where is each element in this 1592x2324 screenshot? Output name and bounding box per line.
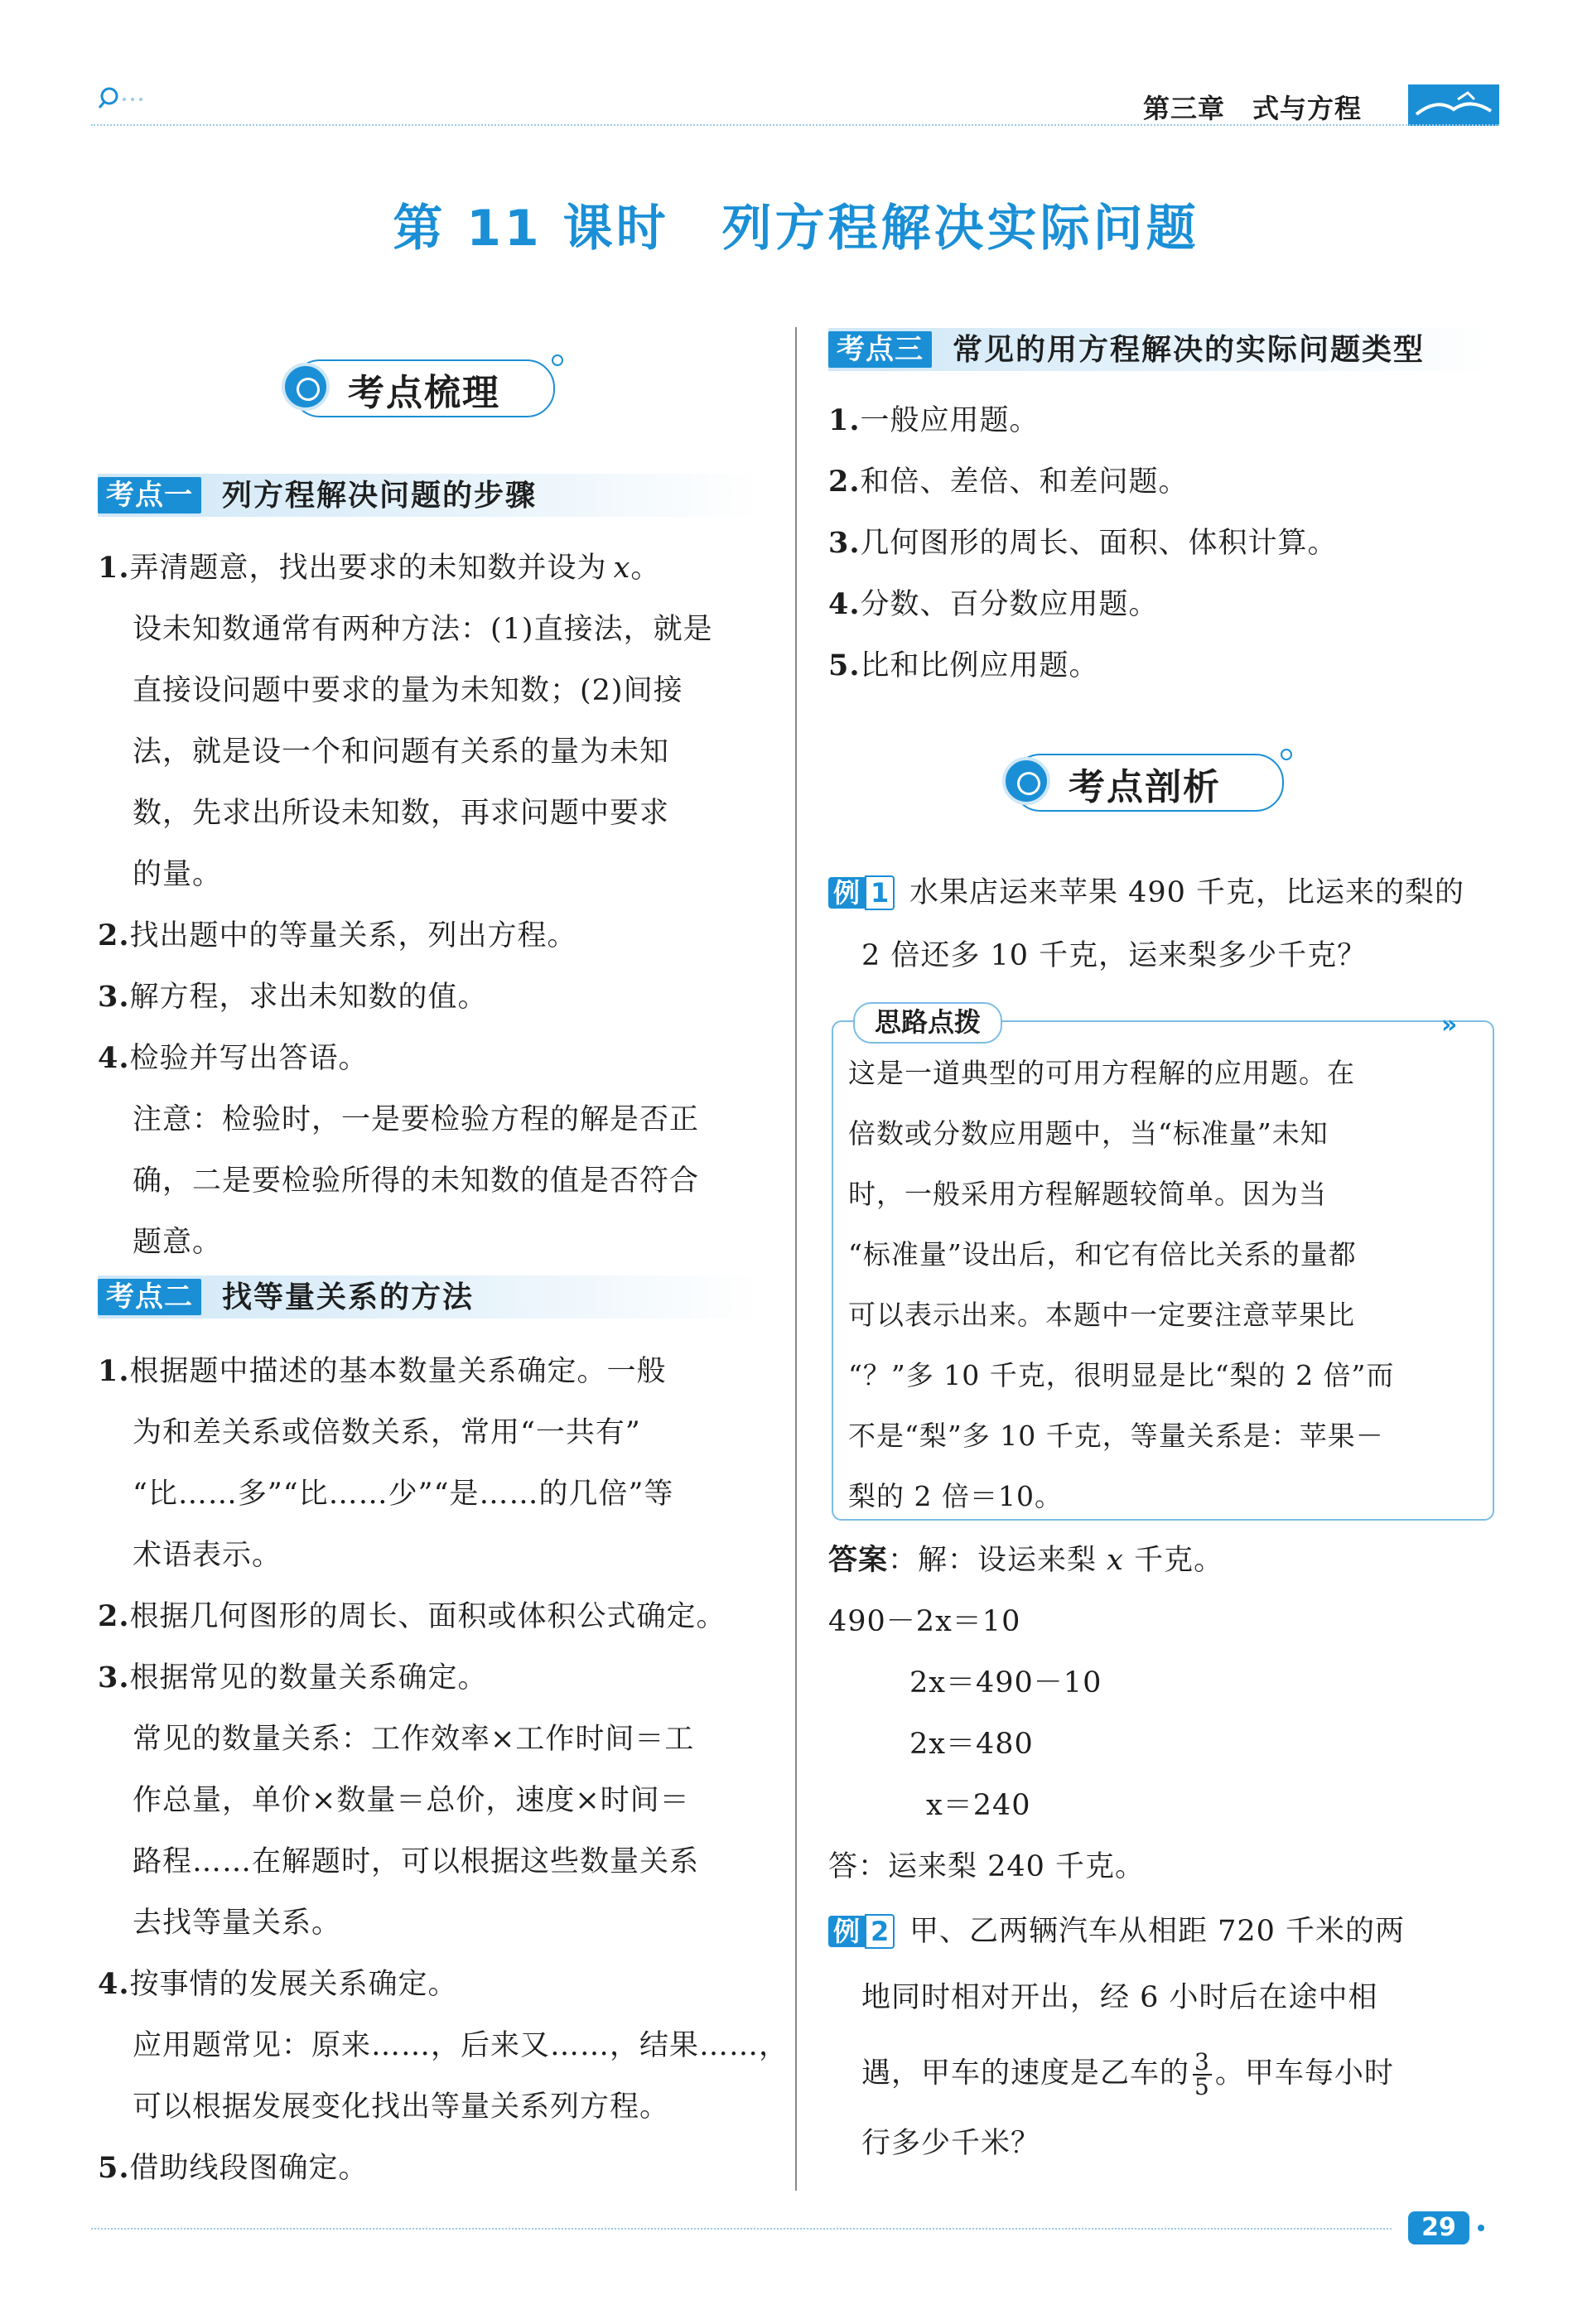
- think-box-line-1: 这是一道典型的可用方程解的应用题。在: [848, 1057, 1355, 1089]
- badge-circle-icon: [1002, 757, 1050, 805]
- kaodian-3-item-number: 1.: [828, 403, 861, 437]
- kaodian-2-item-text: 作总量，单价×数量＝总价，速度×时间＝: [133, 1784, 690, 1817]
- answer-step-3: 2x＝480: [909, 1728, 1034, 1761]
- kaodian-2-line-13: [133, 2089, 669, 2125]
- think-box-line-4: “标准量”设出后，和它有倍比关系的量都: [848, 1238, 1357, 1270]
- footer-dot: [1478, 2225, 1484, 2231]
- kaodian-1-item-text: 直接设问题中要求的量为未知数；(2)间接: [133, 674, 683, 707]
- kaodian-2-line-5: [98, 1598, 726, 1635]
- kaodian-1-item-text: 解方程，求出未知数的值。: [129, 981, 488, 1014]
- think-box-line-3: 时，一般采用方程解题较简单。因为当: [848, 1178, 1327, 1210]
- kaodian-2-line-11: [98, 1966, 458, 2003]
- kaodian-1-line-8: [98, 979, 488, 1015]
- kaodian-2-header: [98, 1275, 760, 1319]
- kaodian-2-line-10: [133, 1905, 341, 1941]
- chapter-label: 第三章 式与方程: [1143, 93, 1363, 124]
- kaodian-3-item-number: 3.: [828, 526, 861, 560]
- kaodian-3-header: [828, 328, 1491, 371]
- kaodian-1-header: [98, 474, 760, 517]
- example-2-badge: 例 2: [828, 1915, 895, 1948]
- kaodian-1-line-6: [133, 856, 222, 893]
- kaodian-1-line-11: [133, 1163, 699, 1199]
- section-badge-kaodian-shuli: 考点梳理: [282, 354, 563, 421]
- example-1: [828, 876, 895, 909]
- kaodian-1-item-text: 弄清题意，找出要求的未知数并设为: [129, 552, 607, 585]
- kaodian-2-line-8: [133, 1782, 690, 1819]
- kaodian-2-item-number: 4.: [98, 1967, 130, 2001]
- header-divider: [91, 124, 1499, 126]
- answer-step-4: x＝240: [926, 1789, 1031, 1822]
- kaodian-2-item-text: 按事情的发展关系确定。: [129, 1968, 458, 2001]
- kaodian-1-item-number: 1.: [98, 551, 130, 585]
- kaodian-2-item-text: 根据常见的数量关系确定。: [129, 1661, 488, 1695]
- example-1-line-1: 水果店运来苹果 490 千克，比运来的梨的: [909, 876, 1465, 909]
- kaodian-2-item-text: 术语表示。: [133, 1539, 282, 1572]
- chapter-logo-icon: [1408, 81, 1499, 129]
- kaodian-2-line-6: [98, 1660, 488, 1696]
- kaodian-1-line-4: [133, 734, 669, 770]
- kaodian-2-item-number: 3.: [98, 1661, 130, 1695]
- footer-divider: [91, 2228, 1392, 2230]
- kaodian-3-line-2: [828, 464, 1189, 500]
- badge-circle-icon: [282, 363, 330, 411]
- kaodian-3-line-3: [828, 525, 1338, 562]
- example-2: [828, 1915, 895, 1948]
- kaodian-2-line-12: [133, 2027, 789, 2064]
- kaodian-1-item-text: 确，二是要检验所得的未知数的值是否符合: [133, 1164, 700, 1198]
- kaodian-2-item-text: 根据几何图形的周长、面积或体积公式确定。: [129, 1600, 726, 1633]
- kaodian-2-item-number: 5.: [98, 2151, 130, 2185]
- kaodian-1-line-3: [133, 673, 683, 709]
- kaodian-2-line-9: [133, 1844, 699, 1880]
- kaodian-1-item-number: 4.: [98, 1041, 130, 1075]
- answer-intro: 答案：解：设运来梨 x 千克。: [828, 1543, 1224, 1577]
- example-2-line-3: 遇，甲车的速度是乙车的 $\frac{3}{5}$ 。甲车每小时: [861, 2048, 1394, 2100]
- kaodian-1-item-text: 找出题中的等量关系，列出方程。: [129, 919, 577, 952]
- fraction-three-fifths: $\frac{3}{5}$: [1194, 2048, 1210, 2100]
- answer-step-2: 2x＝490－10: [909, 1666, 1102, 1700]
- example-2-line-4: 行多少千米？: [861, 2127, 1041, 2160]
- kaodian-2-line-14: [98, 2150, 369, 2187]
- kaodian-2-item-text: 借助线段图确定。: [129, 2152, 369, 2185]
- think-box-line-5: 可以表示出来。本题中一定要注意苹果比: [848, 1299, 1355, 1331]
- kaodian-1-item-text: 设未知数通常有两种方法：(1)直接法，就是: [133, 613, 713, 646]
- think-box-line-7: 不是“梨”多 10 千克，等量关系是：苹果－: [848, 1420, 1384, 1452]
- kaodian-2-title: 找等量关系的方法: [222, 1280, 475, 1314]
- kaodian-1-variable: x: [613, 552, 631, 585]
- kaodian-1-line-1: 1.弄清题意，找出要求的未知数并设为 x。: [98, 551, 661, 585]
- kaodian-1-item-text: 检验并写出答语。: [129, 1042, 369, 1075]
- kaodian-1-line-5: [133, 795, 669, 832]
- example-1-line-2: 2 倍还多 10 千克，运来梨多少千克？: [861, 939, 1368, 972]
- column-divider: [795, 327, 797, 2191]
- kaodian-2-line-2: [133, 1415, 641, 1451]
- kaodian-2-item-text: 根据题中描述的基本数量关系确定。一般: [129, 1355, 667, 1388]
- page-title: 第 11 课时 列方程解决实际问题: [393, 200, 1199, 258]
- answer-label: 答案: [828, 1543, 889, 1577]
- section-badge-kaodian-pouxi: 考点剖析: [1002, 749, 1292, 815]
- think-box-line-2: 倍数或分数应用题中，当“标准量”未知: [848, 1117, 1329, 1150]
- double-chevron-right-icon: »: [1441, 1010, 1458, 1039]
- kaodian-1-tag: 考点一: [98, 477, 201, 513]
- magnifier-icon: [98, 83, 147, 116]
- kaodian-2-item-number: 2.: [98, 1599, 130, 1633]
- kaodian-2-line-1: [98, 1353, 667, 1390]
- example-1-badge: 例 1: [828, 876, 895, 909]
- kaodian-2-line-3: [133, 1476, 673, 1512]
- kaodian-1-item-text: 的量。: [133, 858, 223, 891]
- kaodian-2-item-text: 可以根据发展变化找出等量关系列方程。: [133, 2090, 670, 2124]
- kaodian-1-item-number: 2.: [98, 919, 130, 952]
- kaodian-1-line-9: [98, 1040, 369, 1077]
- kaodian-2-item-number: 1.: [98, 1354, 130, 1388]
- kaodian-3-item-text: 比和比例应用题。: [860, 649, 1099, 682]
- answer-variable: x: [1107, 1544, 1124, 1577]
- kaodian-3-item-text: 几何图形的周长、面积、体积计算。: [860, 527, 1338, 560]
- kaodian-1-item-text: 数，先求出所设未知数，再求问题中要求: [133, 797, 670, 830]
- kaodian-1-title: 列方程解决问题的步骤: [222, 479, 538, 513]
- think-box-tab: 思路点拨: [853, 1002, 1002, 1044]
- kaodian-3-item-text: 和倍、差倍、和差问题。: [860, 465, 1189, 499]
- kaodian-2-item-text: 应用题常见：原来……，后来又……，结果……，: [133, 2029, 789, 2062]
- kaodian-1-item-text: 注意：检验时，一是要检验方程的解是否正: [133, 1103, 700, 1136]
- kaodian-3-item-number: 2.: [828, 465, 861, 499]
- kaodian-3-line-4: [828, 586, 1159, 623]
- kaodian-1-line-2: [133, 611, 713, 648]
- kaodian-3-item-text: 一般应用题。: [860, 404, 1040, 437]
- kaodian-3-item-text: 分数、百分数应用题。: [860, 588, 1159, 621]
- kaodian-1-item-text: 题意。: [133, 1226, 223, 1259]
- answer-step-1: 490－2x＝10: [828, 1605, 1021, 1638]
- kaodian-2-line-7: [133, 1721, 694, 1757]
- kaodian-2-item-text: 去找等量关系。: [133, 1907, 342, 1940]
- example-2-line-2: 地同时相对开出，经 6 小时后在途中相: [861, 1981, 1378, 2014]
- kaodian-3-tag: 考点三: [828, 331, 932, 368]
- kaodian-3-line-1: [828, 403, 1040, 439]
- kaodian-2-item-text: 为和差关系或倍数关系，常用“一共有”: [133, 1416, 641, 1449]
- think-box-line-6: “？”多 10 千克，很明显是比“梨的 2 倍”而: [848, 1359, 1395, 1391]
- kaodian-2-item-text: “比……多”“比……少”“是……的几倍”等: [133, 1478, 674, 1511]
- kaodian-1-line-12: [133, 1224, 222, 1261]
- kaodian-2-line-4: [133, 1537, 282, 1574]
- kaodian-1-line-7: [98, 918, 577, 954]
- page-number: 29: [1408, 2211, 1469, 2244]
- kaodian-1-line-10: [133, 1102, 699, 1138]
- kaodian-2-tag: 考点二: [98, 1279, 201, 1315]
- kaodian-2-item-text: 路程……在解题时，可以根据这些数量关系: [133, 1845, 700, 1878]
- kaodian-3-item-number: 4.: [828, 587, 861, 621]
- answer-conclusion: 答：运来梨 240 千克。: [828, 1850, 1146, 1883]
- kaodian-1-item-number: 3.: [98, 980, 130, 1014]
- kaodian-2-item-text: 常见的数量关系：工作效率×工作时间＝工: [133, 1723, 695, 1756]
- think-box-line-8: 梨的 2 倍＝10。: [848, 1480, 1063, 1512]
- kaodian-3-item-number: 5.: [828, 649, 861, 682]
- kaodian-3-title: 常见的用方程解决的实际问题类型: [953, 333, 1426, 367]
- kaodian-3-line-5: [828, 648, 1099, 684]
- kaodian-1-item-text: 法，就是设一个和问题有关系的量为未知: [133, 735, 670, 769]
- example-2-line-1: 甲、乙两辆汽车从相距 720 千米的两: [909, 1915, 1406, 1948]
